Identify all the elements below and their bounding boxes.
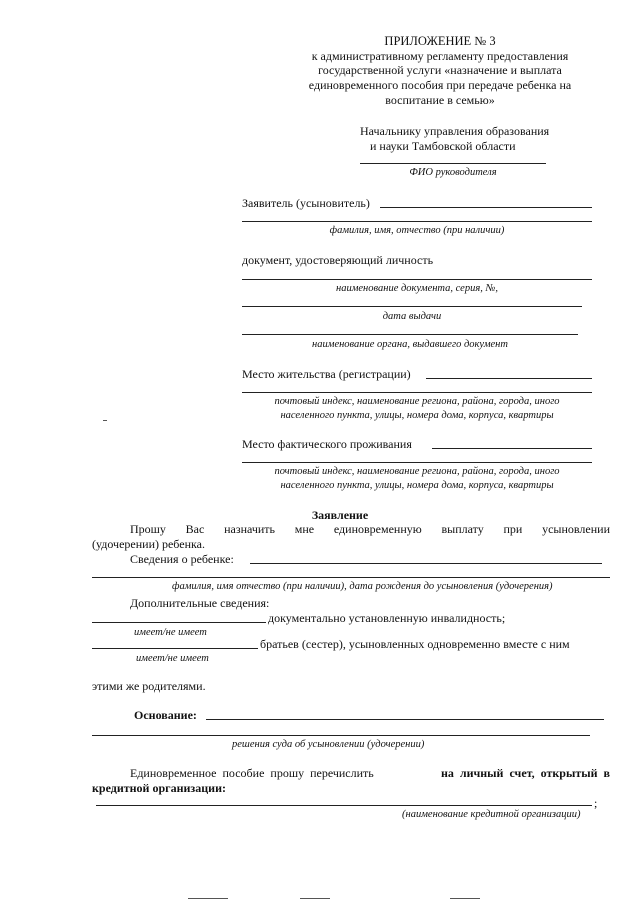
scan-edge-mark xyxy=(300,898,330,899)
applicant-field-line[interactable] xyxy=(380,207,592,208)
addressee-name-line[interactable] xyxy=(360,163,546,164)
scan-edge-mark xyxy=(188,898,228,899)
child-field-line[interactable] xyxy=(250,563,602,564)
appendix-title: ПРИЛОЖЕНИЕ № 3 xyxy=(384,34,496,48)
payment-text: Единовременное пособие прошу перечислить xyxy=(130,766,380,780)
registration-caption-2: населенного пункта, улицы, номера дома, корпуса, квартиры xyxy=(280,410,554,421)
parents-text: этими же родителями. xyxy=(92,679,206,693)
applicant-label: Заявитель (усыновитель) xyxy=(242,196,370,210)
residence-field-line[interactable] xyxy=(432,448,592,449)
bank-caption: (наименование кредитной организации) xyxy=(402,809,581,820)
statement-title: Заявление xyxy=(311,508,369,522)
basis-caption: решения суда об усыновлении (удочерении) xyxy=(232,739,425,750)
registration-address-line[interactable] xyxy=(242,392,592,393)
child-caption: фамилия, имя отчество (при наличии), дата рождения до усыновления (удочерения) xyxy=(172,581,553,592)
addressee-caption: ФИО руководителя xyxy=(409,167,497,178)
applicant-name-caption: фамилия, имя, отчество (при наличии) xyxy=(329,225,505,236)
applicant-name-line[interactable] xyxy=(242,221,592,222)
residence-caption-1: почтовый индекс, наименование региона, района, города, иного xyxy=(274,466,560,477)
addressee-line-1: Начальнику управления образования xyxy=(360,124,550,138)
disability-line[interactable] xyxy=(92,622,266,623)
id-doc-label: документ, удостоверяющий личность xyxy=(242,253,434,267)
id-doc-line[interactable] xyxy=(242,279,592,280)
issue-date-caption: дата выдачи xyxy=(382,311,442,322)
child-label: Сведения о ребенке: xyxy=(130,552,234,566)
siblings-line[interactable] xyxy=(92,648,258,649)
additional-label: Дополнительные сведения: xyxy=(130,596,270,610)
scan-edge-mark xyxy=(450,898,480,899)
id-doc-caption: наименование документа, серия, №, xyxy=(335,283,498,294)
appendix-line-4: воспитание в семью» xyxy=(385,93,495,107)
request-line-1: Прошу Вас назначить мне единовременную выплату при усыновлении xyxy=(130,522,610,536)
payment-bold-1: на личный счет, открытый в xyxy=(440,766,610,780)
appendix-line-2: государственной услуги «назначение и выплата xyxy=(318,63,562,77)
bank-semicolon: ; xyxy=(594,796,598,810)
issuer-line[interactable] xyxy=(242,334,578,335)
scan-speck xyxy=(103,420,107,421)
basis-field-line[interactable] xyxy=(206,719,604,720)
appendix-line-1: к административному регламенту предоставления xyxy=(311,49,569,63)
registration-caption-1: почтовый индекс, наименование региона, района, города, иного xyxy=(274,396,560,407)
basis-label: Основание: xyxy=(134,708,197,722)
residence-address-line[interactable] xyxy=(242,462,592,463)
request-line-2: (удочерении) ребенка. xyxy=(92,537,205,551)
child-info-line[interactable] xyxy=(92,577,610,578)
disability-text: документально установленную инвалидность; xyxy=(268,611,506,625)
appendix-line-3: единовременного пособия при передаче ребенка на xyxy=(308,78,572,92)
issue-date-line[interactable] xyxy=(242,306,582,307)
residence-caption-2: населенного пункта, улицы, номера дома, корпуса, квартиры xyxy=(280,480,554,491)
disability-caption: имеет/не имеет xyxy=(134,627,207,638)
siblings-caption: имеет/не имеет xyxy=(136,653,209,664)
residence-label: Место фактического проживания xyxy=(242,437,412,451)
issuer-caption: наименование органа, выдавшего документ xyxy=(312,339,508,350)
registration-field-line[interactable] xyxy=(426,378,592,379)
addressee-line-2: и науки Тамбовской области xyxy=(370,139,516,153)
registration-label: Место жительства (регистрации) xyxy=(242,367,411,381)
basis-decision-line[interactable] xyxy=(92,735,590,736)
siblings-text: братьев (сестер), усыновленных одновременно вместе с ним xyxy=(260,637,570,651)
payment-line-1 xyxy=(130,767,610,779)
payment-bold-2: кредитной организации: xyxy=(92,781,226,795)
bank-line[interactable] xyxy=(96,805,592,806)
